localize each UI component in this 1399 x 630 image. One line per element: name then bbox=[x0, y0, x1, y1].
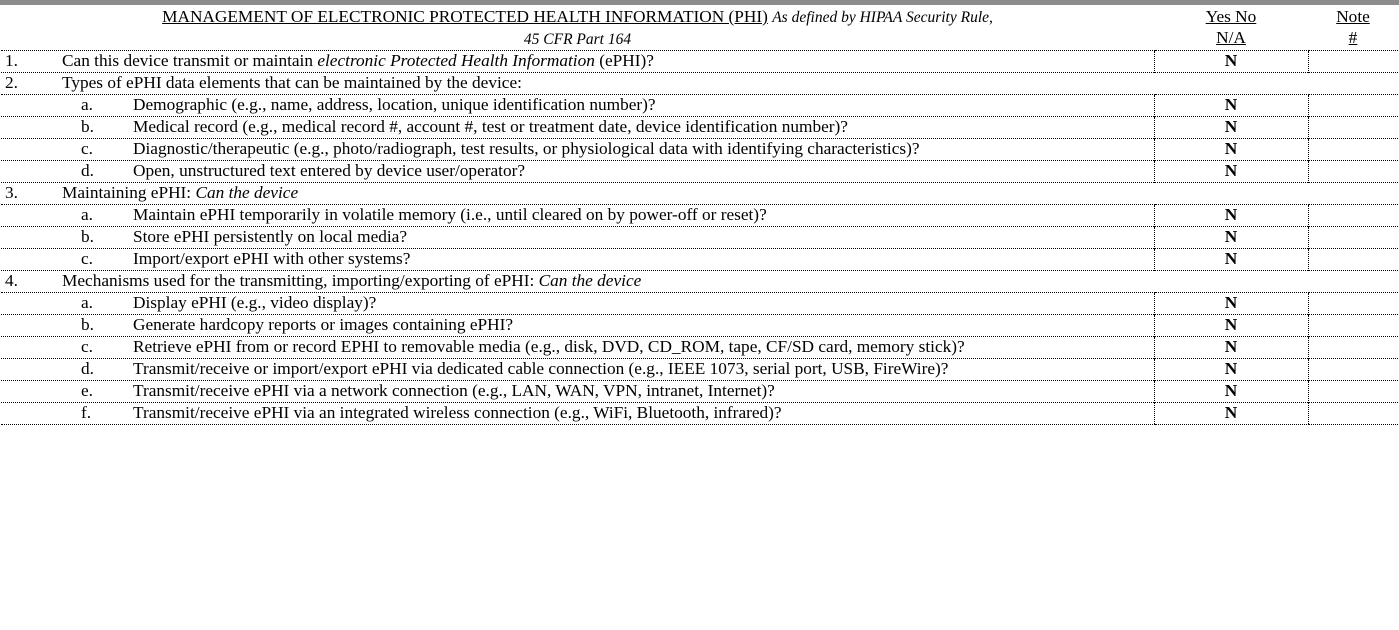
note-column-header bbox=[1308, 5, 1398, 51]
table-row bbox=[1, 315, 1398, 337]
answer-cell: N bbox=[1154, 95, 1308, 117]
section-heading-cell bbox=[1, 73, 1398, 95]
table-row bbox=[1, 117, 1398, 139]
question-text: Import/export ePHI with other systems? bbox=[133, 249, 411, 268]
question-text: Transmit/receive ePHI via a network connection (e.g., LAN, WAN, VPN, intranet, Internet)? bbox=[133, 381, 775, 400]
note-header-line-1: Note bbox=[1336, 7, 1370, 26]
question-letter: a. bbox=[81, 205, 93, 224]
note-cell bbox=[1308, 95, 1398, 117]
question-cell bbox=[1, 139, 1154, 161]
table-row bbox=[1, 359, 1398, 381]
table-row bbox=[1, 205, 1398, 227]
note-cell bbox=[1308, 51, 1398, 73]
question-cell bbox=[1, 161, 1154, 183]
table-row bbox=[1, 337, 1398, 359]
question-letter: b. bbox=[81, 315, 94, 334]
note-cell bbox=[1308, 205, 1398, 227]
note-cell bbox=[1308, 315, 1398, 337]
note-cell bbox=[1308, 161, 1398, 183]
answer-cell: N bbox=[1154, 249, 1308, 271]
question-letter: f. bbox=[81, 403, 92, 422]
table-header bbox=[1, 5, 1398, 51]
note-cell bbox=[1308, 117, 1398, 139]
question-cell bbox=[1, 205, 1154, 227]
question-text: Diagnostic/therapeutic (e.g., photo/radiograph, test results, or physiological data with identifying characteristics)? bbox=[133, 139, 920, 158]
section-heading-cell bbox=[1, 271, 1398, 293]
table-row bbox=[1, 139, 1398, 161]
table-row bbox=[1, 183, 1398, 205]
table-row bbox=[1, 271, 1398, 293]
answer-cell: N bbox=[1154, 337, 1308, 359]
question-number: 2. bbox=[5, 73, 18, 92]
question-number: 4. bbox=[5, 271, 18, 290]
answer-cell: N bbox=[1154, 117, 1308, 139]
answer-cell: N bbox=[1154, 161, 1308, 183]
note-cell bbox=[1308, 249, 1398, 271]
table-row bbox=[1, 293, 1398, 315]
question-text: Maintaining ePHI: Can the device bbox=[62, 183, 299, 202]
question-text: Transmit/receive ePHI via an integrated wireless connection (e.g., WiFi, Bluetooth, infrared)? bbox=[133, 403, 782, 422]
question-text: Mechanisms used for the transmitting, importing/exporting of ePHI: Can the device bbox=[62, 271, 642, 290]
status-column-header bbox=[1154, 5, 1308, 51]
question-text: Open, unstructured text entered by device user/operator? bbox=[133, 161, 526, 180]
question-letter: d. bbox=[81, 161, 94, 180]
question-text: Maintain ePHI temporarily in volatile memory (i.e., until cleared on by power-off or reset)? bbox=[133, 205, 767, 224]
answer-cell: N bbox=[1154, 139, 1308, 161]
question-cell bbox=[1, 403, 1154, 425]
note-cell bbox=[1308, 337, 1398, 359]
note-cell bbox=[1308, 293, 1398, 315]
note-header-line-2: # bbox=[1348, 28, 1358, 47]
note-cell bbox=[1308, 227, 1398, 249]
section-title-main: MANAGEMENT OF ELECTRONIC PROTECTED HEALTH INFORMATION (PHI) bbox=[162, 7, 768, 26]
note-cell bbox=[1308, 139, 1398, 161]
table-row bbox=[1, 227, 1398, 249]
note-cell bbox=[1308, 359, 1398, 381]
section-title-italic-1: As defined by HIPAA Security Rule, bbox=[772, 9, 993, 26]
question-cell bbox=[1, 381, 1154, 403]
question-cell bbox=[1, 95, 1154, 117]
status-header-line-1: Yes No bbox=[1205, 7, 1257, 26]
question-cell bbox=[1, 315, 1154, 337]
answer-cell: N bbox=[1154, 403, 1308, 425]
question-number: 1. bbox=[5, 51, 18, 70]
question-letter: c. bbox=[81, 249, 93, 268]
table-row bbox=[1, 51, 1398, 73]
note-cell bbox=[1308, 381, 1398, 403]
question-text: Can this device transmit or maintain electronic Protected Health Information (ePHI)? bbox=[62, 51, 654, 70]
question-text: Medical record (e.g., medical record #, account #, test or treatment date, device identification number)? bbox=[133, 117, 848, 136]
question-letter: b. bbox=[81, 227, 94, 246]
table-row bbox=[1, 95, 1398, 117]
question-letter: a. bbox=[81, 95, 93, 114]
answer-cell: N bbox=[1154, 227, 1308, 249]
table-row bbox=[1, 381, 1398, 403]
question-letter: c. bbox=[81, 139, 93, 158]
question-letter: e. bbox=[81, 381, 93, 400]
answer-cell: N bbox=[1154, 381, 1308, 403]
question-cell bbox=[1, 51, 1154, 73]
question-cell bbox=[1, 227, 1154, 249]
question-letter: b. bbox=[81, 117, 94, 136]
answer-cell: N bbox=[1154, 293, 1308, 315]
question-text: Retrieve ePHI from or record EPHI to removable media (e.g., disk, DVD, CD_ROM, tape, CF/SD card, memory stick)? bbox=[133, 337, 965, 356]
question-text: Display ePHI (e.g., video display)? bbox=[133, 293, 377, 312]
phi-management-table bbox=[1, 5, 1398, 425]
table-row bbox=[1, 403, 1398, 425]
question-text: Transmit/receive or import/export ePHI via dedicated cable connection (e.g., IEEE 1073, serial port, USB, FireWire)? bbox=[133, 359, 949, 378]
question-number: 3. bbox=[5, 183, 18, 202]
question-text: Store ePHI persistently on local media? bbox=[133, 227, 408, 246]
question-letter: d. bbox=[81, 359, 94, 378]
answer-cell: N bbox=[1154, 315, 1308, 337]
note-cell bbox=[1308, 403, 1398, 425]
status-header-line-2: N/A bbox=[1216, 28, 1246, 47]
table-row bbox=[1, 249, 1398, 271]
question-text: Types of ePHI data elements that can be maintained by the device: bbox=[62, 73, 522, 92]
question-text: Demographic (e.g., name, address, location, unique identification number)? bbox=[133, 95, 656, 114]
table-row bbox=[1, 161, 1398, 183]
question-cell bbox=[1, 293, 1154, 315]
question-cell bbox=[1, 117, 1154, 139]
answer-cell: N bbox=[1154, 359, 1308, 381]
question-letter: c. bbox=[81, 337, 93, 356]
section-heading-cell bbox=[1, 183, 1398, 205]
question-cell bbox=[1, 359, 1154, 381]
answer-cell: N bbox=[1154, 205, 1308, 227]
section-title bbox=[1, 5, 1154, 51]
answer-cell: N bbox=[1154, 51, 1308, 73]
section-title-italic-2: 45 CFR Part 164 bbox=[523, 31, 632, 48]
question-cell bbox=[1, 337, 1154, 359]
question-cell bbox=[1, 249, 1154, 271]
question-letter: a. bbox=[81, 293, 93, 312]
question-text: Generate hardcopy reports or images containing ePHI? bbox=[133, 315, 514, 334]
table-row bbox=[1, 73, 1398, 95]
